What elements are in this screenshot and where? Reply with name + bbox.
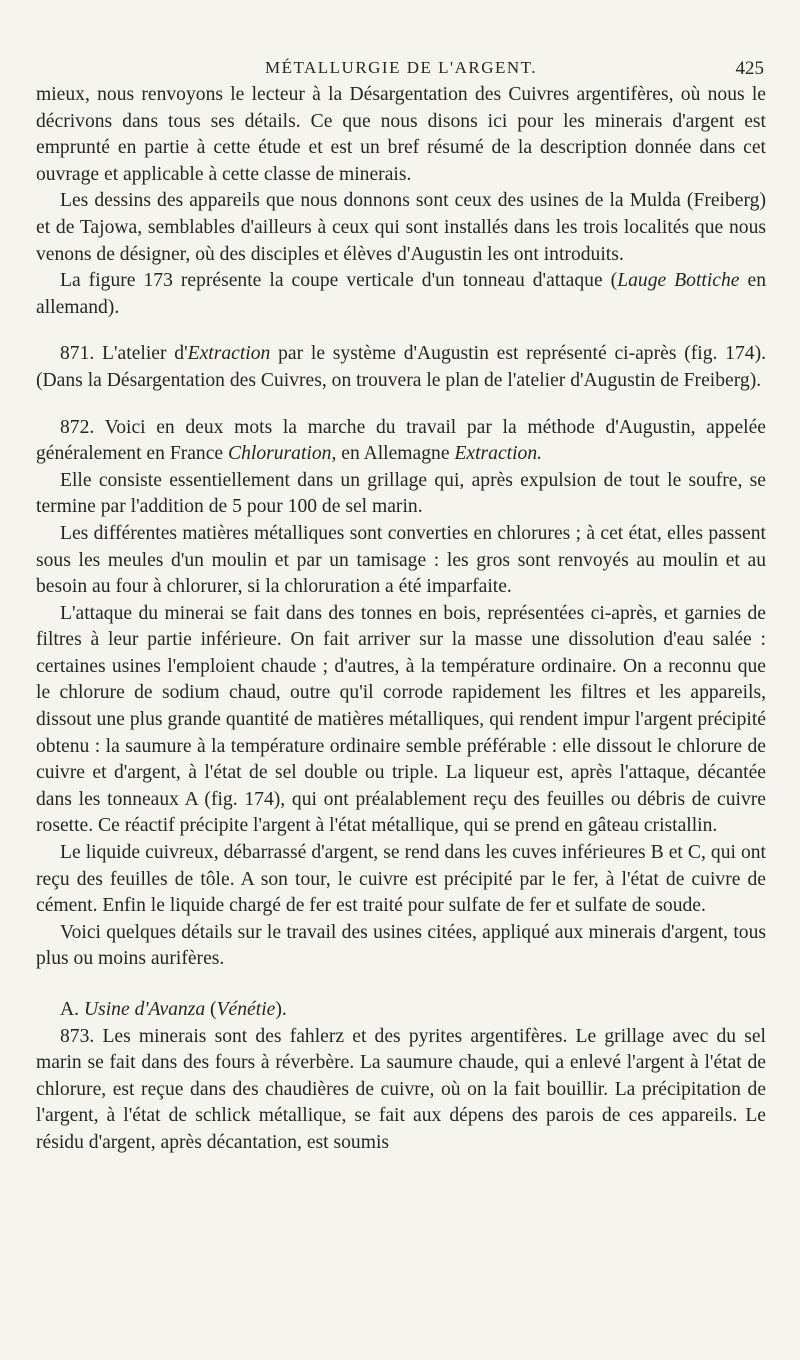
italic-term: Usine d'Avanza <box>83 999 206 1020</box>
italic-term: Lauge Bottiche <box>617 270 740 292</box>
paragraph-liquide-cuivreux: Le liquide cuivreux, débarrassé d'argent, se rend dans les cuves inférieures B et C, qui ont reçu des feuilles de tôle. A son tour, le cuivre est précipité par le fer, à l'état de cuivre de cément. Enfin le liquide chargé de fer est traité pour sulfate de fer et sulfate de soude. <box>36 842 766 917</box>
paragraph-figure-173 <box>36 268 766 321</box>
text-run: 872. Voici en deux mots la marche du travail par la méthode d'Augustin, appelée généralement en France <box>36 416 766 465</box>
paragraph-attaque: L'attaque du minerai se fait dans des tonnes en bois, représentées ci-après, et garnies de filtres à leur partie inférieure. On fait arriver sur la masse une dissolution d'eau salée : certaines usines l'emploient chaude ; d'autres, à la température ordinaire. On a reconnu que le chlorure de sodium chaud, outre qu'il corrode rapidement les filtres et les appareils, dissout une plus grande quantité de matières métalliques, qui rendent impur l'argent précipité obtenu : la saumure à la température ordinaire semble préférable : elle dissout le chlorure de cuivre et d'argent, à l'état de sel double ou triple. La liqueur est, après l'attaque, décantée dans les tonneaux A (fig. 174), qui ont préalablement reçu des feuilles ou débris de cuivre rosette. Ce réactif précipite l'argent à l'état métallique, qui se prend en gâteau cristallin. <box>36 602 766 837</box>
section-heading-avanza <box>36 997 766 1024</box>
text-run: ). <box>275 999 287 1020</box>
italic-term: Chloruration <box>228 443 332 465</box>
text-run: La figure 173 représente la coupe verticale d'un tonneau d'attaque ( <box>60 270 618 292</box>
paragraph-chlorures: Les différentes matières métalliques sont converties en chlorures ; à cet état, elles passent sous les meules d'un moulin et par un tamisage : les gros sont renvoyés au moulin et au besoin au four à chlorurer, si la chloruration a été imparfaite. <box>36 522 766 598</box>
page-number: 425 <box>735 58 764 79</box>
paragraph-details: Voici quelques détails sur le travail des usines citées, appliqué aux minerais d'argent, tous plus ou moins aurifères. <box>36 921 766 970</box>
paragraph-871 <box>36 341 766 394</box>
text-run: , en Allemagne <box>331 443 455 465</box>
paragraph-872 <box>36 415 766 468</box>
text-run: ( <box>205 999 217 1020</box>
italic-term: Extraction. <box>454 443 543 465</box>
italic-term: Vénétie <box>216 999 276 1020</box>
text-run: par le système d'Augustin est représenté ci-après (fig. 174). (Dans la Désargentation des Cuivres, on trouvera le plan de l'atelier d'Augustin de Freiberg). <box>36 343 766 391</box>
body-text <box>36 82 766 1157</box>
text-run: 871. L'atelier d' <box>60 343 188 365</box>
italic-term: Extraction <box>187 343 271 365</box>
text-run: A. <box>60 999 84 1020</box>
paragraph-drawings: Les dessins des appareils que nous donnons sont ceux des usines de la Mulda (Freiberg) et de Tajowa, semblables d'ailleurs à ceux qui sont installés dans les trois localités que nous venons de désigner, où des disciples et élèves d'Augustin les ont introduits. <box>36 190 766 265</box>
running-header <box>36 52 766 82</box>
paragraph-grillage: Elle consiste essentiellement dans un grillage qui, après expulsion de tout le soufre, se termine par l'addition de 5 pour 100 de sel marin. <box>36 469 766 518</box>
text-run: en allemand). <box>36 270 767 318</box>
paragraph-continuation: mieux, nous renvoyons le lecteur à la Désargentation des Cuivres argentifères, où nous le décrivons dans tous ses détails. Ce que nous disons ici pour les minerais d'argent est emprunté en partie à cette étude et est un bref résumé de la description donnée dans cet ouvrage et applicable à cette classe de minerais. <box>36 84 766 185</box>
paragraph-873: 873. Les minerais sont des fahlerz et des pyrites argentifères. Le grillage avec du sel marin se fait dans des fours à réverbère. La saumure chaude, qui a enlevé l'argent à l'état de chlorure, est reçue dans des chaudières de cuivre, où on la fait bouillir. La précipitation de l'argent, à l'état de schlick métallique, se fait aux dépens des parois de ces appareils. Le résidu d'argent, après décantation, est soumis <box>36 1025 766 1153</box>
running-title: MÉTALLURGIE DE L'ARGENT. <box>264 58 538 77</box>
